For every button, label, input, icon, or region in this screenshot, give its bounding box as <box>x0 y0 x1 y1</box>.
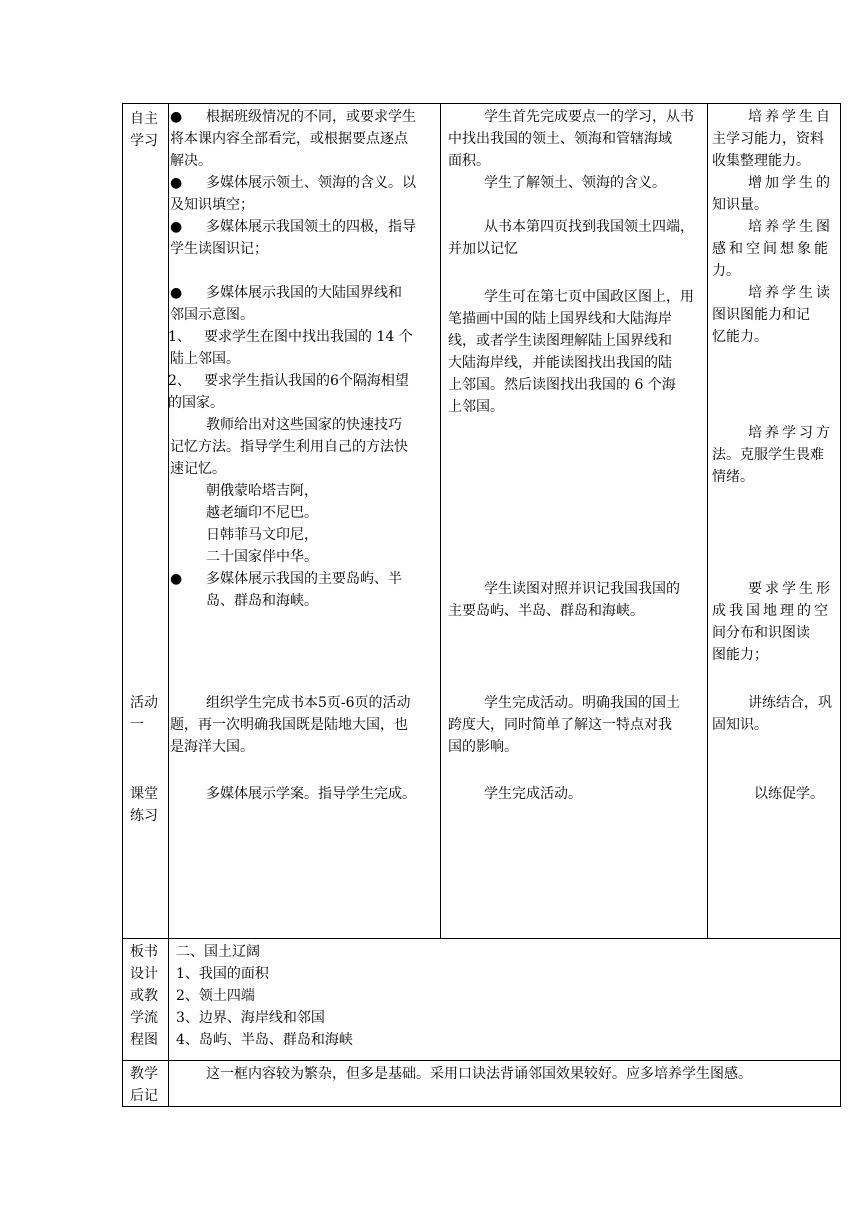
bullet-icon: ● <box>170 175 183 191</box>
label-line: 自主 <box>130 111 158 127</box>
col-divider <box>168 103 169 1107</box>
student-activities-4: 学生完成活动。明确我国的国土 跨度大，同时简单了解这一特点对我 国的影响。 <box>448 695 680 755</box>
label-line: 课堂 <box>130 786 158 802</box>
student-activities-5: 学生完成活动。 <box>484 786 582 802</box>
teacher-activities <box>170 106 438 612</box>
paragraph: 教师给出对这些国家的快速技巧 记忆方法。指导学生利用自己的方法快 速记忆。 <box>170 417 408 477</box>
label-class-practice <box>130 783 158 827</box>
label-line: 学习 <box>130 133 158 149</box>
bullet-icon: ● <box>170 109 183 125</box>
bullet-item: ● 根据班级情况的不同，或要求学生 将本课内容全部看完，或根据要点逐点 解决。 <box>170 106 438 172</box>
bullet-item: ● 多媒体展示我国的主要岛屿、半 岛、群岛和海峡。 <box>170 568 438 612</box>
teaching-notes-content: 这一框内容较为繁杂，但多是基础。采用口诀法背诵邻国效果较好。应多培养学生图感。 <box>206 1066 752 1082</box>
design-intent-2: 培养学习方 法。克服学生畏难 情绪。 <box>712 425 833 485</box>
board-design-content: 二、国土辽阔 1、我国的面积 2、领土四端 3、边界、海岸线和邻国 4、岛屿、半岛、群岛和海峡 <box>176 944 353 1048</box>
design-intent-3: 要求学生形 成我国地理的空 间分布和识图读 图能力； <box>712 581 833 663</box>
activity-one-teacher: 组织学生完成书本5页-6页的活动 题，再一次明确我国既是陆地大国，也 是海洋大国。 <box>170 695 411 755</box>
board-design-label: 板书 设计 或教 学流 程图 <box>130 944 158 1048</box>
label-self-study <box>130 108 158 152</box>
teaching-notes-label: 教学 后记 <box>130 1066 158 1104</box>
label-line: 练习 <box>130 808 158 824</box>
row-divider <box>122 1060 841 1061</box>
bullet-item: ● 多媒体展示我国的大陆国界线和 邻国示意图。 <box>170 282 438 326</box>
student-activities-2: 学生可在第七页中国政区图上，用 笔描画中国的陆上国界线和大陆海岸 线，或者学生读图理解陆上国界线和 大陆海岸线，并能读图找出我国的陆 上邻国。然后读图找出我国的 6 个海 上邻国。 <box>448 289 694 415</box>
numbered-item: 1、 要求学生在图中找出我国的 14 个 陆上邻国。 <box>168 329 413 367</box>
col-divider <box>440 103 441 938</box>
label-line: 活动 <box>130 695 158 711</box>
design-intent-1: 培养学生自 主学习能力，资料 收集整理能力。 增加学生的 知识量。 培养学生图 感和空间想象能 力。 培养学生读 图识图能力和记 忆能力。 <box>712 109 833 345</box>
bullet-icon: ● <box>170 285 183 301</box>
student-activities-1: 学生首先完成要点一的学习，从书 中找出我国的领土、领海和管辖海域 面积。 学生了解领土、领海的含义。 从书本第四页找到我国领土四端， 并加以记忆 <box>448 109 694 257</box>
row-divider <box>122 938 841 939</box>
design-intent-5: 以练促学。 <box>754 786 824 802</box>
col-divider <box>707 103 708 938</box>
numbered-item: 2、 要求学生指认我国的6个隔海相望 的国家。 <box>168 373 409 411</box>
bullet-item: ● 多媒体展示我国领土的四极，指导 学生读图识记； <box>170 216 438 260</box>
label-activity-one <box>130 692 158 736</box>
bullet-icon: ● <box>170 571 183 587</box>
practice-teacher: 多媒体展示学案。指导学生完成。 <box>206 786 416 802</box>
bullet-item: ● 多媒体展示领土、领海的含义。以 及知识填空； <box>170 172 438 216</box>
bullet-icon: ● <box>170 219 183 235</box>
student-activities-3: 学生读图对照并识记我国我国的 主要岛屿、半岛、群岛和海峡。 <box>448 581 680 619</box>
label-line: 一 <box>130 717 144 733</box>
design-intent-4: 讲练结合，巩 固知识。 <box>712 695 832 733</box>
mnemonic-poem: 朝俄蒙哈塔吉阿， 越老缅印不尼巴。 日韩菲马文印尼， 二十国家伴中华。 <box>206 483 318 565</box>
